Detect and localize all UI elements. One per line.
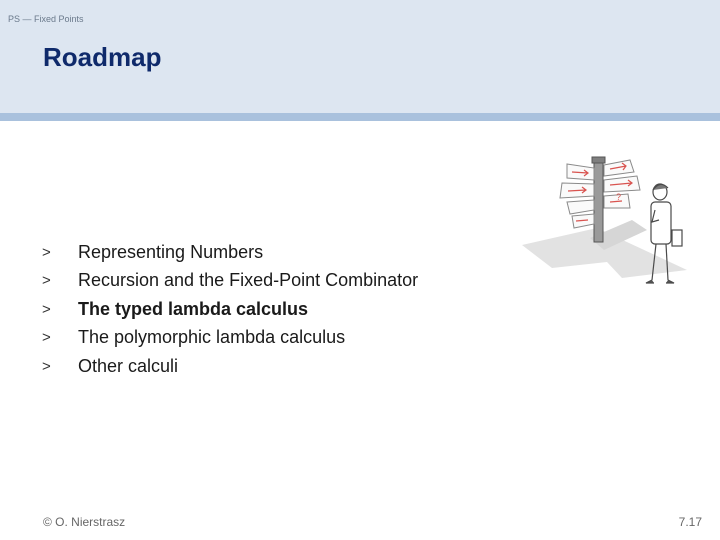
roadmap-item-label: Recursion and the Fixed-Point Combinator [78, 270, 419, 291]
roadmap-item [42, 324, 418, 353]
bullet-marker: > [42, 329, 51, 347]
svg-text:?: ? [616, 192, 622, 202]
roadmap-item [42, 238, 418, 267]
page-number: 7.17 [678, 515, 702, 529]
roadmap-item [42, 267, 418, 296]
header-divider [0, 113, 720, 121]
roadmap-list [42, 238, 418, 381]
roadmap-item-label: The polymorphic lambda calculus [78, 327, 346, 348]
roadmap-item-label: Other calculi [78, 355, 179, 376]
signpost-person-icon [512, 150, 692, 300]
bullet-marker: > [42, 357, 51, 375]
roadmap-item-label: The typed lambda calculus [78, 298, 309, 319]
copyright-text: © O. Nierstrasz [43, 515, 126, 529]
slide-title: Roadmap [43, 42, 162, 72]
section-label: PS — Fixed Points [8, 14, 84, 24]
roadmap-item-current [42, 295, 418, 324]
roadmap-item-label: Representing Numbers [78, 241, 264, 262]
bullet-marker: > [42, 272, 51, 290]
bullet-marker: > [42, 243, 51, 261]
roadmap-item [42, 352, 418, 381]
bullet-marker: > [42, 300, 51, 318]
